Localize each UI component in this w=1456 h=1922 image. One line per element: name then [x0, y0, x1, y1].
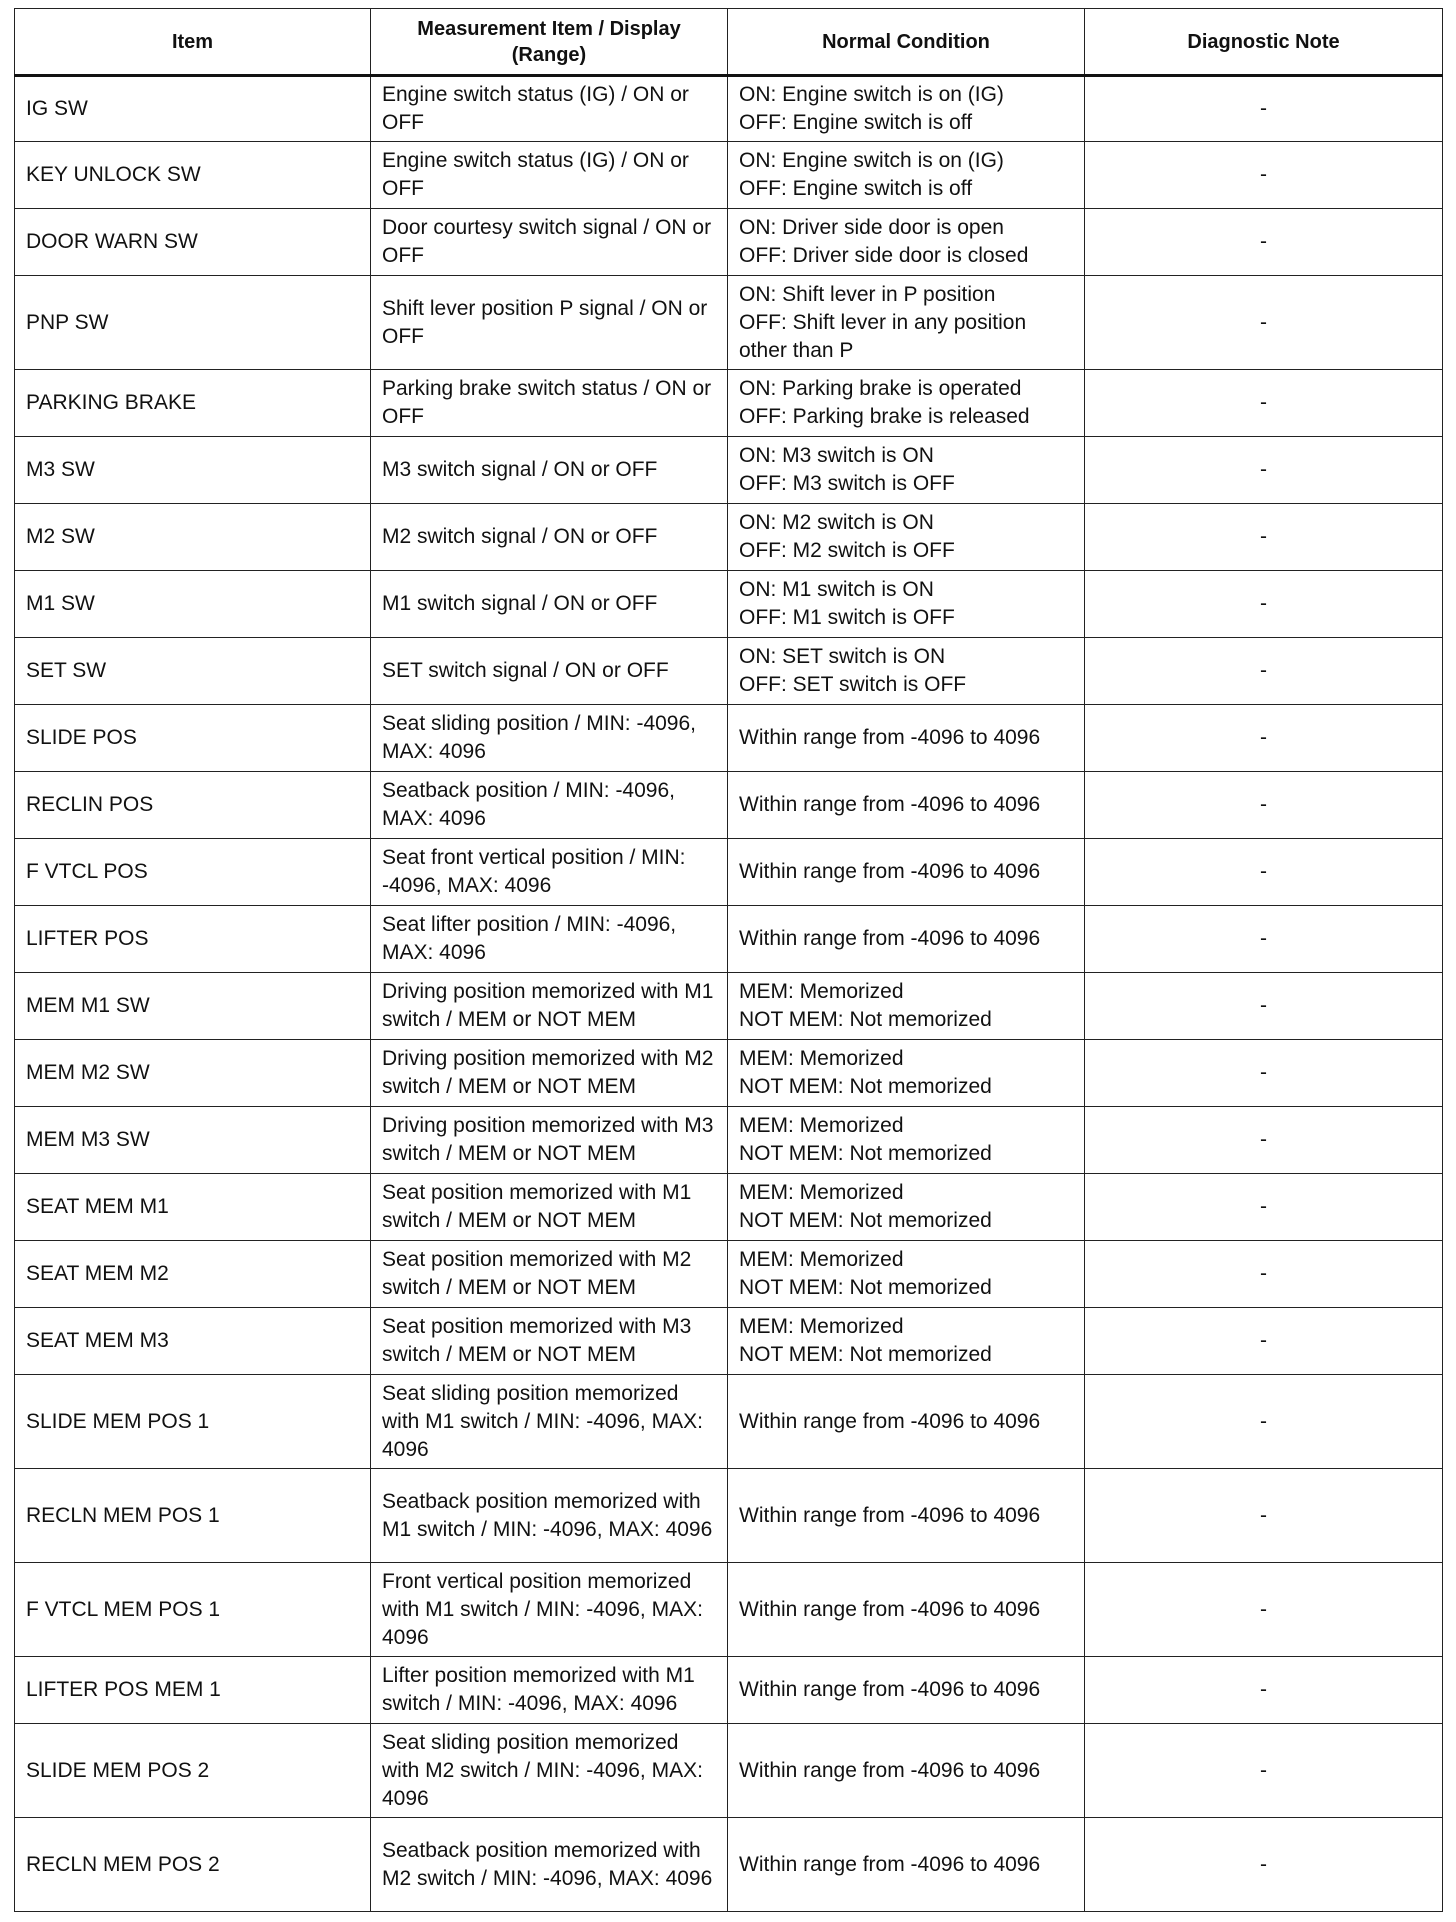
table-row: [15, 504, 1443, 571]
header-row: [15, 9, 1443, 76]
cell-measurement: Driving position memorized with M2 switch / MEM or NOT MEM: [371, 1040, 728, 1107]
cell-measurement: Parking brake switch status / ON or OFF: [371, 370, 728, 437]
cell-normal-condition: MEM: Memorized NOT MEM: Not memorized: [728, 1174, 1085, 1241]
cell-measurement: Lifter position memorized with M1 switch / MIN: -4096, MAX: 4096: [371, 1657, 728, 1724]
cell-measurement: Front vertical position memorized with M1 switch / MIN: -4096, MAX: 4096: [371, 1563, 728, 1657]
cell-normal-condition: ON: Engine switch is on (IG) OFF: Engine switch is off: [728, 76, 1085, 142]
cell-diagnostic-note: -: [1085, 1241, 1443, 1308]
cell-item: KEY UNLOCK SW: [15, 142, 371, 209]
cell-diagnostic-note: -: [1085, 437, 1443, 504]
data-list-table: [14, 8, 1443, 1912]
cell-item: MEM M1 SW: [15, 973, 371, 1040]
header-item: Item: [15, 9, 371, 76]
cell-item: MEM M3 SW: [15, 1107, 371, 1174]
cell-normal-condition: Within range from -4096 to 4096: [728, 1657, 1085, 1724]
table-row: [15, 638, 1443, 705]
table-row: [15, 772, 1443, 839]
cell-diagnostic-note: -: [1085, 76, 1443, 142]
cell-item: SET SW: [15, 638, 371, 705]
table-row: [15, 370, 1443, 437]
cell-normal-condition: Within range from -4096 to 4096: [728, 1818, 1085, 1912]
cell-diagnostic-note: -: [1085, 839, 1443, 906]
cell-measurement: Door courtesy switch signal / ON or OFF: [371, 209, 728, 276]
cell-measurement: Seat front vertical position / MIN: -4096, MAX: 4096: [371, 839, 728, 906]
cell-diagnostic-note: -: [1085, 638, 1443, 705]
table-row: [15, 1724, 1443, 1818]
table-row: [15, 1375, 1443, 1469]
cell-diagnostic-note: -: [1085, 142, 1443, 209]
table-row: [15, 76, 1443, 142]
cell-normal-condition: Within range from -4096 to 4096: [728, 906, 1085, 973]
header-measurement: Measurement Item / Display (Range): [371, 9, 728, 76]
cell-normal-condition: Within range from -4096 to 4096: [728, 1563, 1085, 1657]
cell-item: MEM M2 SW: [15, 1040, 371, 1107]
cell-item: RECLN MEM POS 1: [15, 1469, 371, 1563]
cell-item: SEAT MEM M1: [15, 1174, 371, 1241]
cell-measurement: Shift lever position P signal / ON or OFF: [371, 276, 728, 370]
cell-measurement: M1 switch signal / ON or OFF: [371, 571, 728, 638]
cell-measurement: Engine switch status (IG) / ON or OFF: [371, 142, 728, 209]
cell-measurement: Seat position memorized with M3 switch / MEM or NOT MEM: [371, 1308, 728, 1375]
cell-normal-condition: Within range from -4096 to 4096: [728, 1375, 1085, 1469]
cell-item: F VTCL POS: [15, 839, 371, 906]
cell-normal-condition: ON: Parking brake is operated OFF: Parking brake is released: [728, 370, 1085, 437]
cell-normal-condition: ON: M2 switch is ON OFF: M2 switch is OFF: [728, 504, 1085, 571]
cell-diagnostic-note: -: [1085, 370, 1443, 437]
cell-normal-condition: Within range from -4096 to 4096: [728, 1724, 1085, 1818]
cell-measurement: Seat sliding position memorized with M2 switch / MIN: -4096, MAX: 4096: [371, 1724, 728, 1818]
cell-item: SEAT MEM M3: [15, 1308, 371, 1375]
cell-measurement: M2 switch signal / ON or OFF: [371, 504, 728, 571]
cell-measurement: Seat position memorized with M2 switch / MEM or NOT MEM: [371, 1241, 728, 1308]
cell-diagnostic-note: -: [1085, 906, 1443, 973]
cell-diagnostic-note: -: [1085, 276, 1443, 370]
cell-item: F VTCL MEM POS 1: [15, 1563, 371, 1657]
cell-item: PARKING BRAKE: [15, 370, 371, 437]
table-row: [15, 437, 1443, 504]
cell-diagnostic-note: -: [1085, 1174, 1443, 1241]
table-row: [15, 839, 1443, 906]
cell-normal-condition: ON: M1 switch is ON OFF: M1 switch is OFF: [728, 571, 1085, 638]
cell-item: PNP SW: [15, 276, 371, 370]
cell-item: LIFTER POS MEM 1: [15, 1657, 371, 1724]
table-row: [15, 1308, 1443, 1375]
cell-measurement: Driving position memorized with M3 switch / MEM or NOT MEM: [371, 1107, 728, 1174]
cell-item: SLIDE MEM POS 2: [15, 1724, 371, 1818]
table-row: [15, 142, 1443, 209]
cell-normal-condition: MEM: Memorized NOT MEM: Not memorized: [728, 1040, 1085, 1107]
cell-normal-condition: MEM: Memorized NOT MEM: Not memorized: [728, 1107, 1085, 1174]
cell-diagnostic-note: -: [1085, 209, 1443, 276]
table-row: [15, 1469, 1443, 1563]
cell-measurement: M3 switch signal / ON or OFF: [371, 437, 728, 504]
cell-diagnostic-note: -: [1085, 772, 1443, 839]
table-row: [15, 973, 1443, 1040]
cell-measurement: Driving position memorized with M1 switch / MEM or NOT MEM: [371, 973, 728, 1040]
cell-item: M1 SW: [15, 571, 371, 638]
cell-diagnostic-note: -: [1085, 571, 1443, 638]
table-row: [15, 1241, 1443, 1308]
cell-diagnostic-note: -: [1085, 1375, 1443, 1469]
table-row: [15, 1657, 1443, 1724]
table-row: [15, 906, 1443, 973]
table-row: [15, 276, 1443, 370]
table-row: [15, 571, 1443, 638]
cell-item: RECLN MEM POS 2: [15, 1818, 371, 1912]
cell-item: SEAT MEM M2: [15, 1241, 371, 1308]
cell-normal-condition: ON: M3 switch is ON OFF: M3 switch is OFF: [728, 437, 1085, 504]
table-row: [15, 1174, 1443, 1241]
table-row: [15, 209, 1443, 276]
cell-diagnostic-note: -: [1085, 1724, 1443, 1818]
cell-item: M2 SW: [15, 504, 371, 571]
table-row: [15, 1040, 1443, 1107]
cell-measurement: Seat sliding position memorized with M1 switch / MIN: -4096, MAX: 4096: [371, 1375, 728, 1469]
cell-measurement: SET switch signal / ON or OFF: [371, 638, 728, 705]
cell-item: SLIDE POS: [15, 705, 371, 772]
cell-diagnostic-note: -: [1085, 1040, 1443, 1107]
cell-diagnostic-note: -: [1085, 1657, 1443, 1724]
cell-normal-condition: Within range from -4096 to 4096: [728, 705, 1085, 772]
cell-diagnostic-note: -: [1085, 1818, 1443, 1912]
cell-normal-condition: MEM: Memorized NOT MEM: Not memorized: [728, 1308, 1085, 1375]
cell-normal-condition: ON: Engine switch is on (IG) OFF: Engine switch is off: [728, 142, 1085, 209]
cell-diagnostic-note: -: [1085, 1308, 1443, 1375]
cell-item: LIFTER POS: [15, 906, 371, 973]
header-normal-condition: Normal Condition: [728, 9, 1085, 76]
table-row: [15, 1107, 1443, 1174]
table-row: [15, 1818, 1443, 1912]
cell-normal-condition: MEM: Memorized NOT MEM: Not memorized: [728, 1241, 1085, 1308]
cell-normal-condition: ON: Shift lever in P position OFF: Shift lever in any position other than P: [728, 276, 1085, 370]
cell-normal-condition: Within range from -4096 to 4096: [728, 839, 1085, 906]
cell-measurement: Seatback position / MIN: -4096, MAX: 4096: [371, 772, 728, 839]
cell-measurement: Seatback position memorized with M2 switch / MIN: -4096, MAX: 4096: [371, 1818, 728, 1912]
cell-diagnostic-note: -: [1085, 973, 1443, 1040]
cell-diagnostic-note: -: [1085, 1563, 1443, 1657]
cell-item: SLIDE MEM POS 1: [15, 1375, 371, 1469]
cell-diagnostic-note: -: [1085, 1469, 1443, 1563]
header-diagnostic-note: Diagnostic Note: [1085, 9, 1443, 76]
cell-normal-condition: MEM: Memorized NOT MEM: Not memorized: [728, 973, 1085, 1040]
cell-measurement: Seat sliding position / MIN: -4096, MAX: 4096: [371, 705, 728, 772]
cell-item: IG SW: [15, 76, 371, 142]
cell-diagnostic-note: -: [1085, 705, 1443, 772]
cell-item: RECLIN POS: [15, 772, 371, 839]
cell-normal-condition: ON: Driver side door is open OFF: Driver side door is closed: [728, 209, 1085, 276]
cell-diagnostic-note: -: [1085, 504, 1443, 571]
cell-measurement: Seatback position memorized with M1 switch / MIN: -4096, MAX: 4096: [371, 1469, 728, 1563]
cell-diagnostic-note: -: [1085, 1107, 1443, 1174]
cell-normal-condition: ON: SET switch is ON OFF: SET switch is OFF: [728, 638, 1085, 705]
cell-measurement: Engine switch status (IG) / ON or OFF: [371, 76, 728, 142]
cell-normal-condition: Within range from -4096 to 4096: [728, 772, 1085, 839]
table-row: [15, 705, 1443, 772]
cell-normal-condition: Within range from -4096 to 4096: [728, 1469, 1085, 1563]
cell-item: DOOR WARN SW: [15, 209, 371, 276]
table-row: [15, 1563, 1443, 1657]
cell-measurement: Seat position memorized with M1 switch / MEM or NOT MEM: [371, 1174, 728, 1241]
cell-item: M3 SW: [15, 437, 371, 504]
cell-measurement: Seat lifter position / MIN: -4096, MAX: 4096: [371, 906, 728, 973]
